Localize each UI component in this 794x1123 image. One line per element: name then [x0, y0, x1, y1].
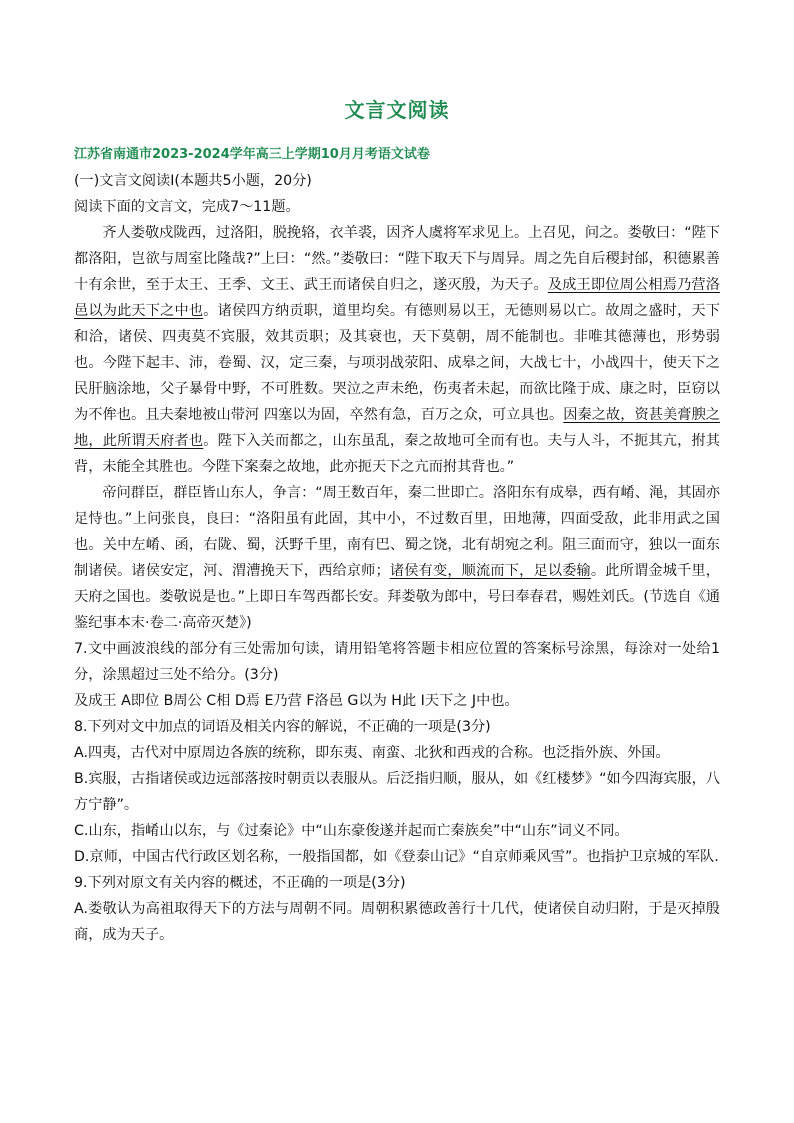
passage-paragraph-1: [74, 220, 720, 480]
question-8-option-b: B.宾服，古指诸侯或边远部落按时朝贡以表服从。后泛指归顺，服从，如《红楼梦》“如今四海宾服，八方宁静”。: [74, 771, 720, 813]
instruction: 阅读下面的文言文，完成7～11题。: [74, 199, 300, 215]
section-heading: (一)文言文阅读Ⅰ(本题共5小题，20分): [74, 173, 312, 189]
question-9: 9.下列对原文有关内容的概述，不正确的一项是(3分): [74, 875, 406, 891]
underlined-sentence: 诸侯有变，顺流而下，足以委输: [389, 563, 591, 579]
passage-text: 。陛下入关而都之，山东虽乱，秦之故地可全而有也。夫与人斗，不扼其亢，拊其背，未能全其胜也。今陛下案秦之故地，此亦扼天下之亢而拊其背也。”: [74, 433, 720, 475]
question-8-option-c: C.山东，指崤山以东，与《过秦论》中“山东豪俊遂并起而亡秦族矣”中“山东”词义不同。: [74, 823, 629, 839]
question-8-option-a: A.四夷，古代对中原周边各族的统称，即东夷、南蛮、北狄和西戎的合称。也泛指外族、外国。: [74, 745, 670, 761]
passage-paragraph-2: [74, 480, 720, 636]
question-7: 7.文中画波浪线的部分有三处需加句读，请用铅笔将答题卡相应位置的答案标号涂黑，每涂对一处给1分，涂黑超过三处不给分。(3分): [74, 641, 720, 683]
exam-source: 江苏省南通市2023-2024学年高三上学期10月月考语文试卷: [74, 147, 430, 162]
question-8-option-d: D.京师，中国古代行政区划名称，一般指国都，如《登泰山记》“自京师乘风雪”。也指护卫京城的军队.: [74, 849, 719, 865]
passage-text: 。此所谓金城千里，天府之国也。娄敬说是也。”上即日车驾西都长安。拜娄敬为郎中，号曰奉春君，赐姓刘氏。(节选自《通鉴纪事本末·卷二·高帝灭楚》): [74, 563, 720, 631]
passage-text: 齐人娄敬戍陇西，过洛阳，脱挽辂，衣羊裘，因齐人虞将军求见上。上召见，问之。娄敬曰：“陛下都洛阳，岂欲与周室比隆哉?”上曰：“然。”娄敬曰：“陛下取天下与周异。周之先自后稷封邰，积德累善十有余世，至于太王、王季、文王、武王而诸侯自归之，遂灭殷，为天子。: [74, 225, 720, 293]
passage-text: 帝问群臣，群臣皆山东人，争言：“周王数百年，秦二世即亡。洛阳东有成皋，西有崤、渑，其固亦足恃也。”上问张良，良曰：“洛阳虽有此固，其中小，不过数百里，田地薄，四面受敌，此非用武之国也。关中左崤、函，右陇、蜀，沃野千里，南有巴、蜀之饶，北有胡宛之利。阻三面而守，独以一面东制诸侯。诸侯安定，河、渭漕挽天下，西给京师；: [74, 485, 720, 579]
passage-text: 。诸侯四方纳贡职，道里均矣。有德则易以王，无德则易以亡。故周之盛时，天下和洽，诸侯、四夷莫不宾服，效其贡职；及其衰也，天下莫朝，周不能制也。非唯其德薄也，形势弱也。今陛下起丰、沛，卷蜀、汉，定三秦，与项羽战荥阳、成皋之间，大战七十，小战四十，使天下之民肝脑涂地，父子暴骨中野，不可胜数。哭泣之声未绝，伤夷者未起，而欲比隆于成、康之时，臣窃以为不侔也。且夫秦地被山带河 四塞以为固，卒然有急，百万之众，可立具也。: [74, 303, 720, 423]
page-title: 文言文阅读: [344, 98, 450, 122]
underlined-sentence: 因秦之故，资甚美膏腴之地，此所谓天府者也: [74, 407, 720, 449]
question-9-option-a: A.娄敬认为高祖取得天下的方法与周朝不同。周朝积累德政善行十几代，使诸侯自动归附，于是灭掉殷商，成为天子。: [74, 901, 720, 943]
document-body: [74, 142, 720, 948]
question-7-options: 及成王 A即位 B周公 C相 D焉 E乃营 F洛邑 G以为 H此 I天下之 J中也。: [74, 693, 519, 709]
question-8: 8.下列对文中加点的词语及相关内容的解说，不正确的一项是(3分): [74, 719, 491, 735]
wavy-underlined-sentence: 及成王即位周公相焉乃营洛邑以为此天下之中也: [74, 277, 720, 319]
